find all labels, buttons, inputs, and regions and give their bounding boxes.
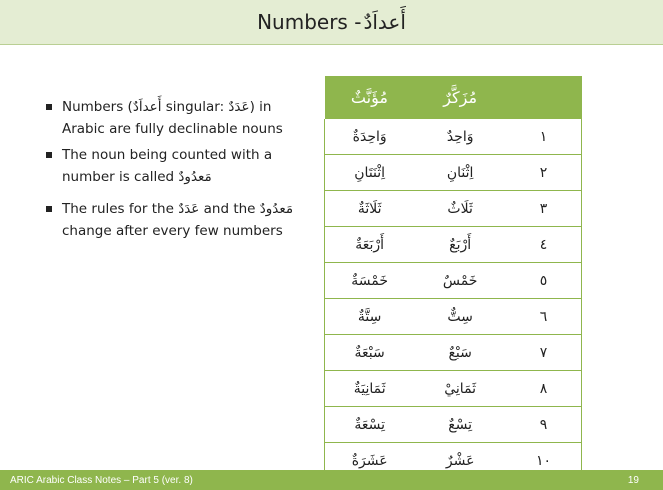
arabic-term: مَعدُودٌ: [259, 201, 294, 217]
table-row: [325, 371, 582, 407]
bullet-text: [62, 144, 306, 188]
cell-number: ١: [506, 119, 582, 155]
bullet-icon: [46, 206, 52, 212]
cell-feminine: تِسْعَةٌ: [325, 407, 415, 443]
cell-feminine: خَمْسَةٌ: [325, 263, 415, 299]
arabic-term: مَعدُودٌ: [178, 169, 212, 185]
cell-number: ٧: [506, 335, 582, 371]
cell-masculine: تِسْعٌ: [414, 407, 506, 443]
footer-title: ARIC Arabic Class Notes – Part 5 (ver. 8): [10, 474, 193, 486]
bullet-item: [46, 144, 306, 188]
bullet-text-part: Numbers (: [62, 99, 133, 115]
footer: [0, 470, 663, 490]
bullet-text-part: The rules for the: [62, 201, 179, 217]
bullet-text-part: and the: [199, 201, 260, 217]
header-number: [506, 76, 582, 119]
table-row: [325, 335, 582, 371]
slide-title: [0, 0, 663, 45]
cell-feminine: ثَلَاثَةٌ: [325, 191, 415, 227]
cell-feminine: عَشَرَةٌ: [325, 443, 415, 479]
cell-masculine: وَاحِدٌ: [414, 119, 506, 155]
cell-masculine: أَرْبَعٌ: [414, 227, 506, 263]
bullet-text: [62, 198, 306, 242]
cell-masculine: سِتٌّ: [414, 299, 506, 335]
arabic-term: عَدَدٌ: [178, 201, 200, 217]
table-row: [325, 119, 582, 155]
bullet-list: [46, 96, 306, 246]
bullet-icon: [46, 152, 52, 158]
bullet-item: [46, 96, 306, 140]
cell-masculine: سَبْعٌ: [414, 335, 506, 371]
bullet-text-part: singular:: [161, 99, 229, 115]
cell-number: ٤: [506, 227, 582, 263]
title-arabic: أَعداَدٌ: [363, 10, 406, 34]
cell-number: ٨: [506, 371, 582, 407]
header-feminine: مُؤَنَّثٌ: [325, 76, 415, 119]
table-row: [325, 263, 582, 299]
cell-masculine: عَشْرٌ: [414, 443, 506, 479]
bullet-text-part: ) in Arabic are fully declinable nouns: [62, 99, 283, 137]
cell-number: ٩: [506, 407, 582, 443]
cell-feminine: ثَمَانِيَةٌ: [325, 371, 415, 407]
bullet-item: [46, 198, 306, 242]
cell-feminine: سِتَّةٌ: [325, 299, 415, 335]
table-row: [325, 191, 582, 227]
cell-masculine: ثَمَانِيْ: [414, 371, 506, 407]
bullet-text-part: The noun being counted with a number is called: [62, 147, 273, 185]
arabic-term: أَعداَدٌ: [132, 99, 162, 115]
bullet-text-part: change after every few numbers: [62, 223, 283, 239]
cell-feminine: اِثْنَتَانِ: [325, 155, 415, 191]
cell-feminine: وَاحِدَةٌ: [325, 119, 415, 155]
cell-number: ٢: [506, 155, 582, 191]
table-row: [325, 155, 582, 191]
table-row: [325, 299, 582, 335]
table-header-row: [325, 76, 582, 119]
bullet-text: [62, 96, 306, 140]
cell-feminine: سَبْعَةٌ: [325, 335, 415, 371]
numbers-table: [324, 76, 582, 479]
title-english: Numbers -: [257, 10, 362, 34]
header-masculine: مُزَكَّرٌ: [414, 76, 506, 119]
cell-masculine: خَمْسٌ: [414, 263, 506, 299]
cell-feminine: أَرْبَعَةٌ: [325, 227, 415, 263]
cell-number: ١٠: [506, 443, 582, 479]
arabic-term: عَدَدٌ: [228, 99, 250, 115]
cell-number: ٦: [506, 299, 582, 335]
table-row: [325, 227, 582, 263]
bullet-icon: [46, 104, 52, 110]
cell-masculine: اِثْنَانِ: [414, 155, 506, 191]
cell-number: ٥: [506, 263, 582, 299]
cell-masculine: ثَلَاثٌ: [414, 191, 506, 227]
page-number: 19: [627, 474, 639, 486]
cell-number: ٣: [506, 191, 582, 227]
table-row: [325, 407, 582, 443]
